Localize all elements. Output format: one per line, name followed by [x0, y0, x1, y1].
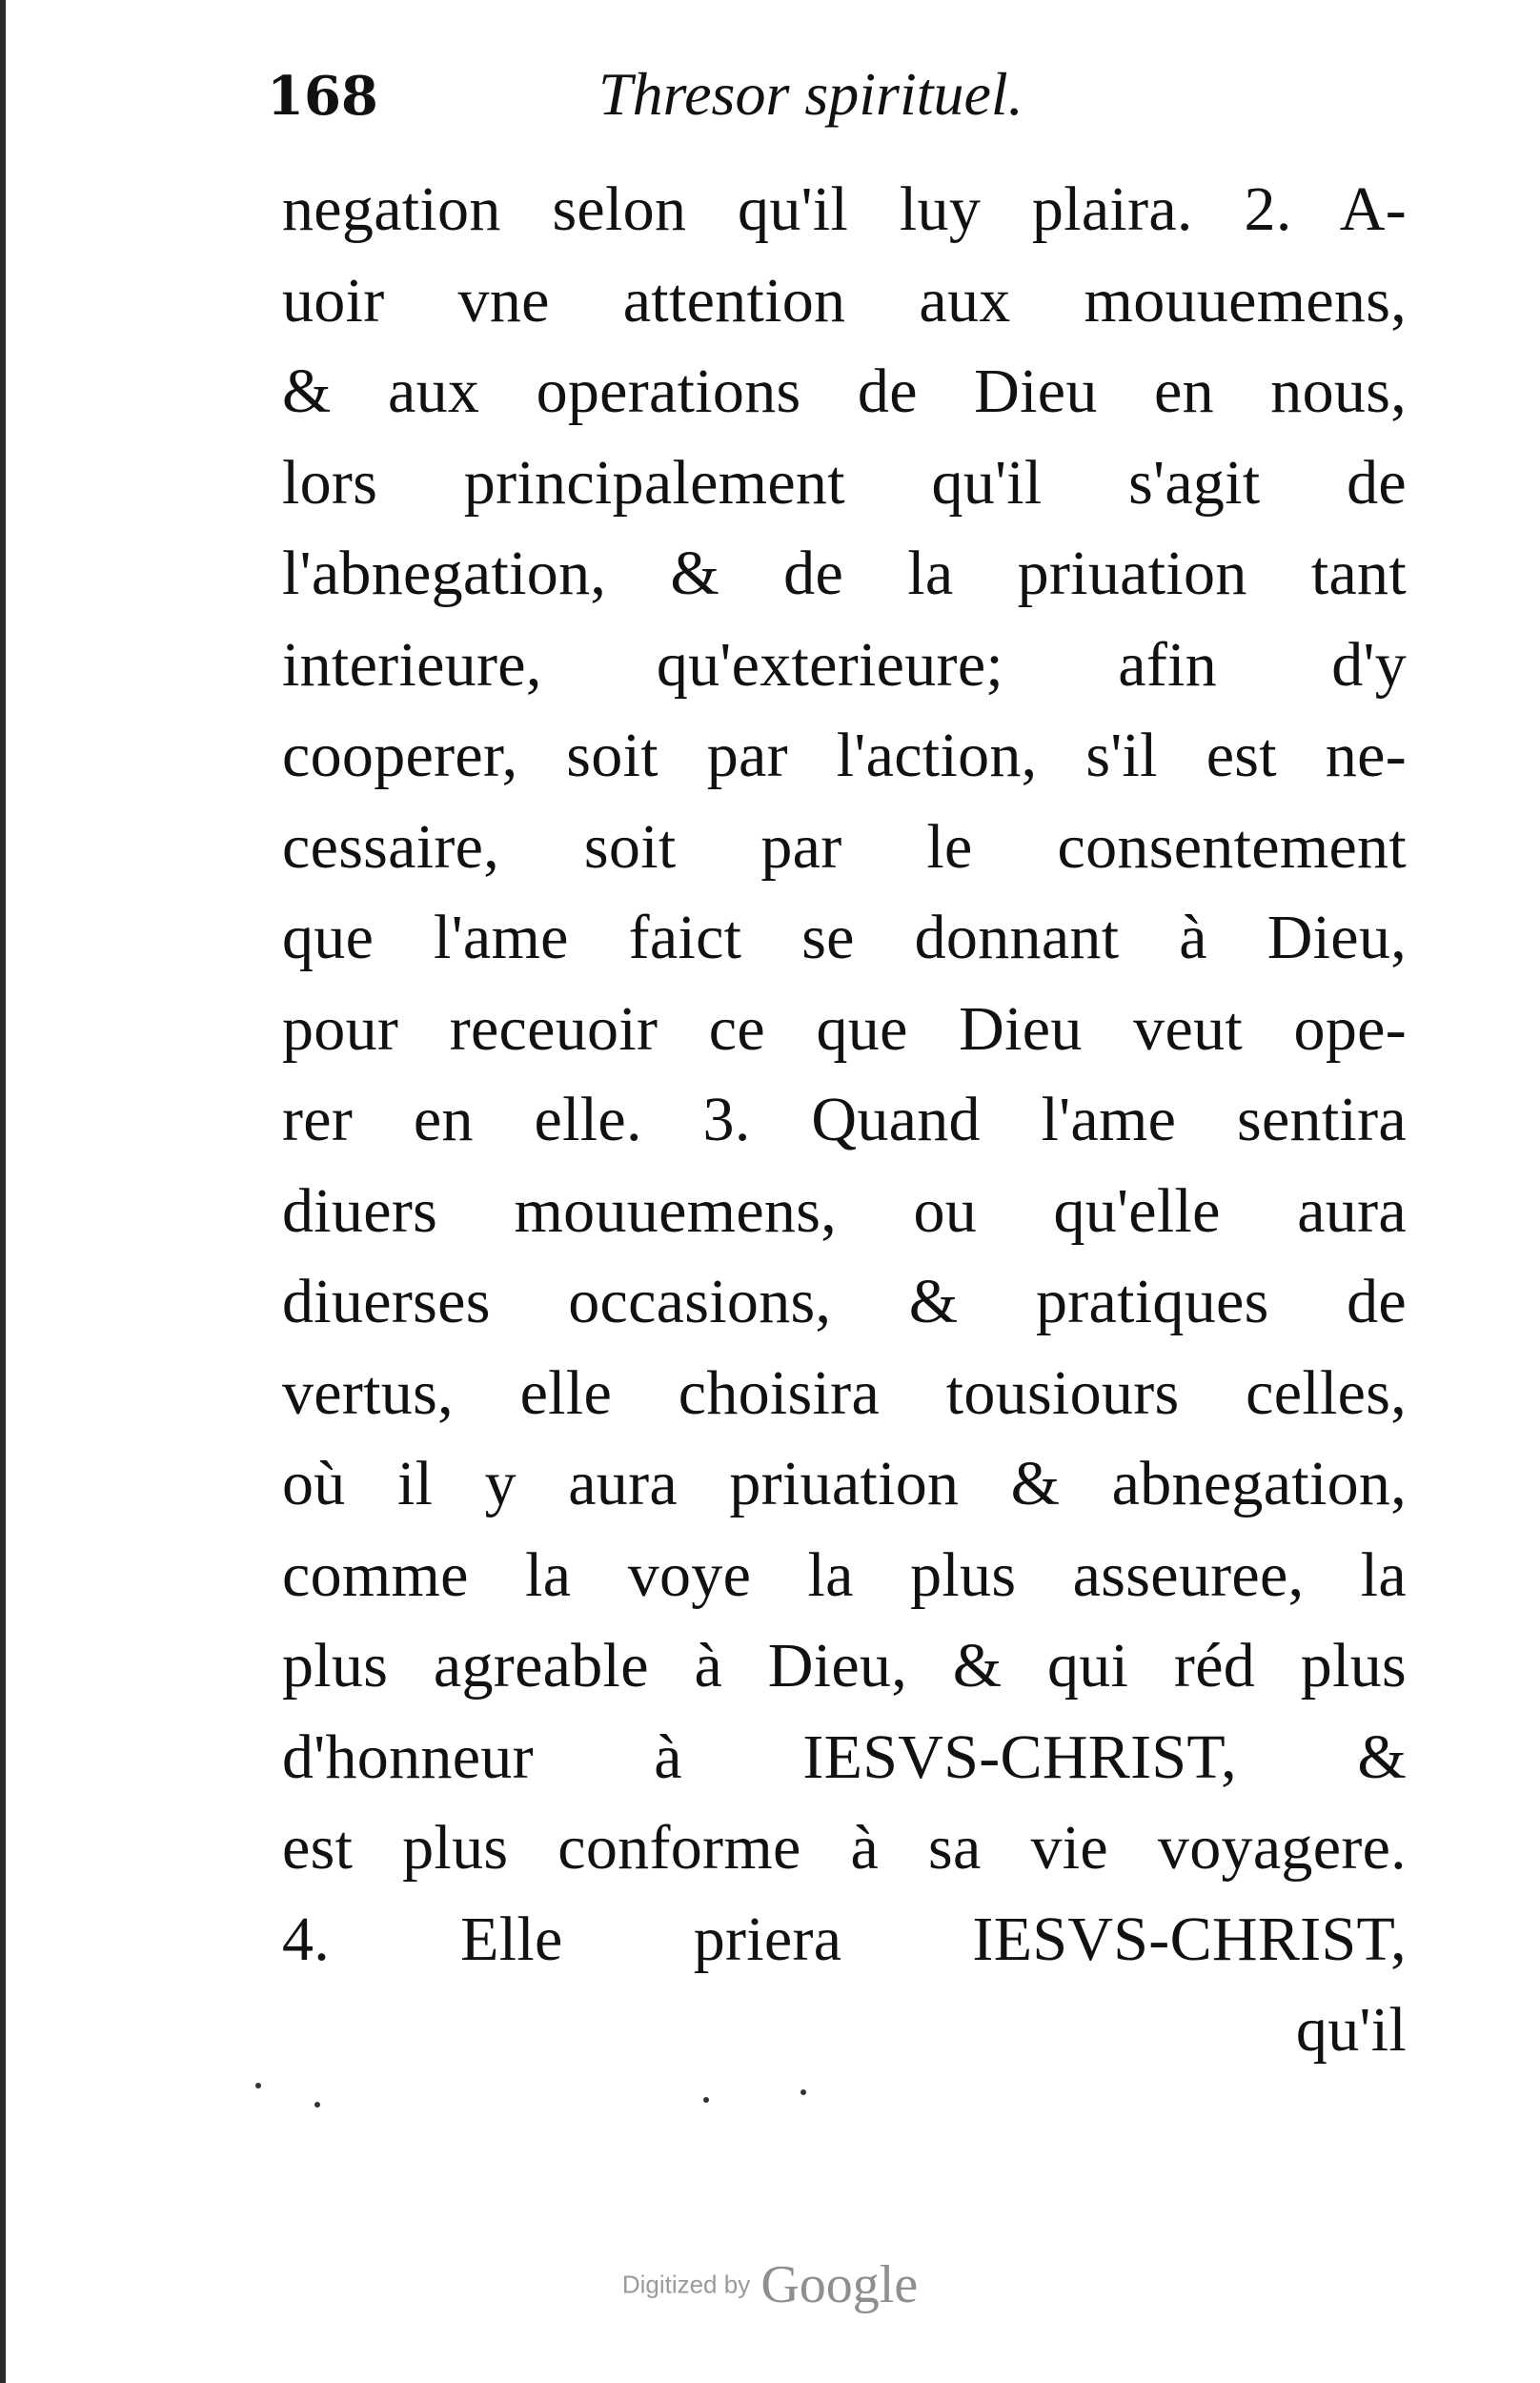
text-line: cooperer, soit par l'action, s'il est ne- [282, 721, 1407, 790]
ink-speck [800, 2089, 806, 2095]
text-line: est plus conforme à sa vie voyagere. [282, 1813, 1407, 1883]
text-line: d'honneur à IESVS-CHRIST, & [282, 1721, 1407, 1792]
text-line: & aux operations de Dieu en nous, [282, 356, 1407, 426]
text-line: diuerses occasions, & pratiques de [282, 1267, 1407, 1336]
text-line: que l'ame faict se donnant à Dieu, [282, 903, 1407, 972]
text-line: diuers mouuemens, ou qu'elle aura [282, 1175, 1407, 1246]
text-line: cessaire, soit par le consentement [282, 811, 1407, 882]
digitized-by-label: Digitized by [621, 2270, 751, 2299]
text-line: l'abnegation, & de la priuation tant [282, 539, 1407, 608]
text-line: comme la voye la plus asseuree, la [282, 1539, 1407, 1610]
running-title: Thresor spirituel. [598, 60, 1023, 128]
text-line: plus agreable à Dieu, & qui réd plus [282, 1631, 1407, 1701]
google-logo: Google [760, 2255, 919, 2314]
text-line: uoir vne attention aux mouuemens, [282, 265, 1407, 336]
page-header [255, 59, 1399, 154]
text-line: où il y aura priuation & abnegation, [282, 1449, 1407, 1518]
text-line: vertus, elle choisira tousiours celles, [282, 1357, 1407, 1428]
text-line: interieure, qu'exterieure; afin d'y [282, 629, 1407, 700]
body-text [282, 164, 1407, 2076]
text-line: 4. Elle priera IESVS-CHRIST, [282, 1904, 1407, 1974]
catchword: qu'il [1295, 1995, 1407, 2065]
ink-speck [255, 2083, 261, 2088]
text-line: pour receuoir ce que Dieu veut ope- [282, 993, 1407, 1064]
page-number: 168 [267, 65, 378, 128]
text-line: negation selon qu'il luy plaira. 2. A- [282, 174, 1407, 244]
text-line: lors principalement qu'il s'agit de [282, 447, 1407, 518]
page-edge-shadow [0, 0, 6, 2383]
ink-speck [314, 2102, 320, 2108]
digitization-watermark [0, 2254, 1540, 2315]
text-line: rer en elle. 3. Quand l'ame sentira [282, 1085, 1407, 1154]
ink-speck [703, 2097, 709, 2103]
